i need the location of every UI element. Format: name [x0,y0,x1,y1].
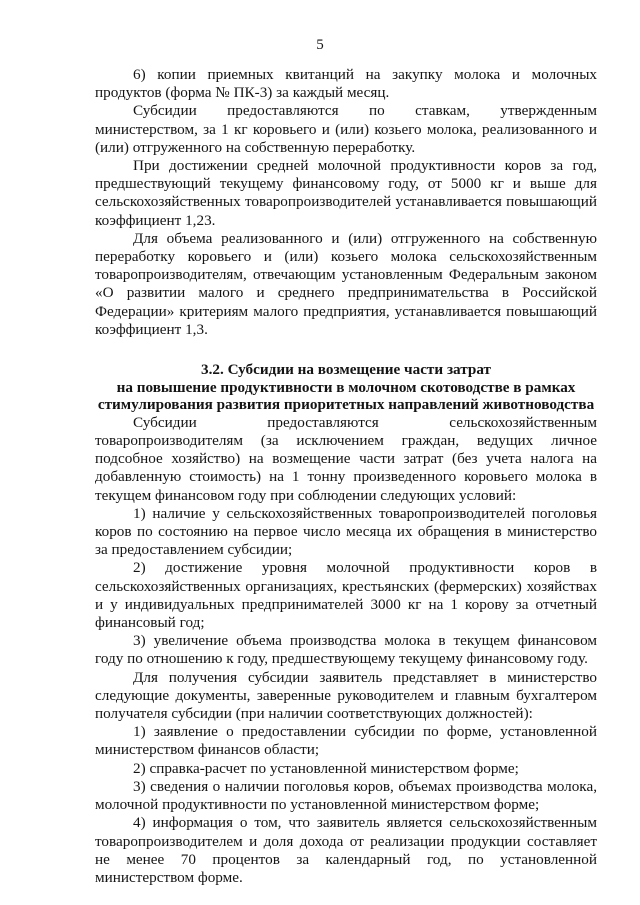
section-heading-line-3: стимулирования развития приоритетных направлений животноводства [97,396,595,414]
paragraph-condition-3: 3) увеличение объема производства молока в текущем финансовом году по отношению к году, предшествующему текущему финансовому году. [95,632,597,668]
paragraph-productivity-coefficient: При достижении средней молочной продуктивности коров за год, предшествующий текущему финансовому году, от 5000 кг и выше для сельскохозяйственных товаропроизводителей устанавливается повышающий коэффициент 1,23. [95,157,597,229]
paragraph-document-4: 4) информация о том, что заявитель является сельскохозяйственным товаропроизводителем и доля дохода от реализации продукции составляет не менее 70 процентов за календарный год, по установленной министерством форме. [95,814,597,886]
paragraph-subsidy-rates: Субсидии предоставляются по ставкам, утвержденным министерством, за 1 кг коровьего и (или) козьего молока, реализованного и (или) отгруженного на собственную переработку. [95,102,597,156]
paragraph-documents-intro: Для получения субсидии заявитель представляет в министерство следующие документы, заверенные руководителем и главным бухгалтером получателя субсидии (при наличии соответствующих должностей): [95,668,597,723]
paragraph-item-6-copies: 6) копии приемных квитанций на закупку молока и молочных продуктов (форма № ПК-3) за каждый месяц. [95,66,597,102]
paragraph-condition-1: 1) наличие у сельскохозяйственных товаропроизводителей поголовья коров по состоянию на первое число месяца их обращения в министерство за предоставлением субсидии; [95,504,597,559]
paragraph-subsidy-conditions: Субсидии предоставляются сельскохозяйственным товаропроизводителям (за исключением граждан, ведущих личное подсобное хозяйство) на возмещение части затрат (без учета налога на добавленную стоимость) на 1 тонну произведенного коровьего молока в текущем финансовом году при соблюдении следующих условий: [95,413,597,504]
section-heading-line-2: на повышение продуктивности в молочном скотоводстве в рамках [116,378,576,396]
paragraph-document-3: 3) сведения о наличии поголовья коров, объемах производства молока, молочной продуктивности по установленной министерством форме; [95,777,597,814]
paragraph-document-1: 1) заявление о предоставлении субсидии по форме, установленной министерством финансов области; [95,723,597,759]
paragraph-document-2: 2) справка-расчет по установленной министерством форме; [133,759,519,777]
paragraph-condition-2: 2) достижение уровня молочной продуктивности коров в сельскохозяйственных организациях, крестьянских (фермерских) хозяйствах и у индивидуальных предпринимателей 3000 кг на 1 корову за отчетный финансовый год; [95,559,597,632]
page-number: 5 [316,37,324,53]
section-heading [95,361,597,414]
paragraph-small-enterprise-coefficient: Для объема реализованного и (или) отгруженного на собственную переработку коровьего и (или) козьего молока сельскохозяйственным товаропроизводителям, отвечающим установленным Федеральным законом «О развитии малого и среднего предпринимательства в Российской Федерации» критериям малого предприятия, устанавливается повышающий коэффициент 1,3. [95,229,597,338]
section-heading-line-1: 3.2. Субсидии на возмещение части затрат [201,361,491,379]
document-body [95,66,597,887]
